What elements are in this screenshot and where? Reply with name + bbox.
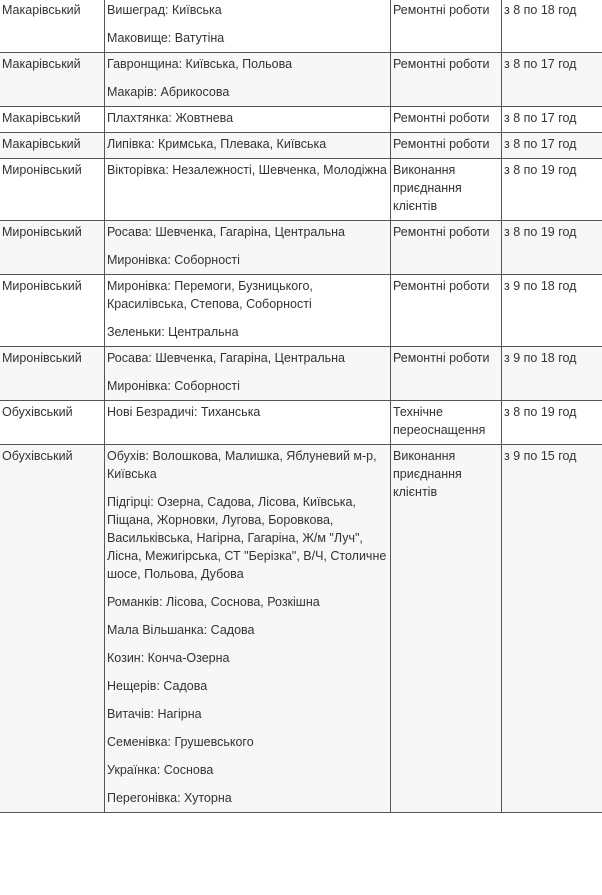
table-row [0, 347, 602, 401]
streets-cell [105, 401, 391, 445]
street-entry: Маковище: Ватутіна [107, 31, 225, 45]
district-cell: Макарівський [0, 133, 105, 159]
street-entry: Вікторівка: Незалежності, Шевченка, Молодіжна [107, 163, 387, 177]
street-entry: Нещерів: Садова [107, 679, 208, 693]
street-entry: Підгірці: Озерна, Садова, Лісова, Київська, Піщана, Жорновки, Лугова, Боровкова, Васильківська, Нагірна, Гагаріна, Ж/м "Луч", Лісна, Межигірська, СТ "Берізка", В/Ч, Столичне шосе, Польова, Дубова [107, 495, 387, 581]
table-row [0, 221, 602, 275]
street-entry: Вишеград: Київська [107, 3, 222, 17]
table-row [0, 107, 602, 133]
work-type-cell: Ремонтні роботи [391, 53, 502, 107]
work-type-cell: Ремонтні роботи [391, 275, 502, 347]
street-entry: Миронівка: Соборності [107, 253, 240, 267]
street-entry: Миронівка: Соборності [107, 379, 240, 393]
work-type-cell: Виконання приєднання клієнтів [391, 159, 502, 221]
district-cell: Миронівський [0, 221, 105, 275]
work-type-cell: Ремонтні роботи [391, 221, 502, 275]
work-type-cell: Технічне переоснащення [391, 401, 502, 445]
work-type-cell: Ремонтні роботи [391, 0, 502, 53]
time-cell: з 9 по 18 год [502, 275, 602, 347]
street-entry: Семенівка: Грушевського [107, 735, 254, 749]
time-cell: з 8 по 18 год [502, 0, 602, 53]
district-cell: Обухівський [0, 401, 105, 445]
streets-cell [105, 347, 391, 401]
district-cell: Обухівський [0, 445, 105, 813]
streets-cell [105, 133, 391, 159]
time-cell: з 9 по 15 год [502, 445, 602, 813]
district-cell: Макарівський [0, 0, 105, 53]
street-entry: Українка: Соснова [107, 763, 214, 777]
streets-cell [105, 445, 391, 813]
table-row [0, 53, 602, 107]
streets-cell [105, 275, 391, 347]
time-cell: з 8 по 17 год [502, 107, 602, 133]
street-entry: Мала Вільшанка: Садова [107, 623, 255, 637]
table-row [0, 445, 602, 813]
street-entry: Плахтянка: Жовтнева [107, 111, 234, 125]
street-entry: Липівка: Кримська, Плевака, Київська [107, 137, 327, 151]
streets-cell [105, 53, 391, 107]
streets-cell [105, 221, 391, 275]
streets-cell [105, 107, 391, 133]
table-row [0, 275, 602, 347]
street-entry: Макарів: Абрикосова [107, 85, 230, 99]
district-cell: Миронівський [0, 159, 105, 221]
table-row [0, 0, 602, 53]
street-entry: Росава: Шевченка, Гагаріна, Центральна [107, 351, 346, 365]
work-type-cell: Ремонтні роботи [391, 347, 502, 401]
street-entry: Обухів: Волошкова, Малишка, Яблуневий м-р, Київська [107, 449, 377, 481]
street-entry: Витачів: Нагірна [107, 707, 202, 721]
table-row [0, 159, 602, 221]
street-entry: Зеленьки: Центральна [107, 325, 239, 339]
street-entry: Миронівка: Перемоги, Бузницького, Красилівська, Степова, Соборності [107, 279, 313, 311]
street-entry: Росава: Шевченка, Гагаріна, Центральна [107, 225, 346, 239]
district-cell: Макарівський [0, 53, 105, 107]
district-cell: Миронівський [0, 275, 105, 347]
time-cell: з 8 по 19 год [502, 221, 602, 275]
table-row [0, 401, 602, 445]
street-entry: Гавронщина: Київська, Польова [107, 57, 293, 71]
street-entry: Козин: Конча-Озерна [107, 651, 230, 665]
table-row [0, 133, 602, 159]
district-cell: Макарівський [0, 107, 105, 133]
streets-cell [105, 159, 391, 221]
street-entry: Нові Безрадичі: Тиханська [107, 405, 261, 419]
streets-cell [105, 0, 391, 53]
time-cell: з 8 по 19 год [502, 159, 602, 221]
time-cell: з 9 по 18 год [502, 347, 602, 401]
street-entry: Романків: Лісова, Соснова, Розкішна [107, 595, 320, 609]
work-type-cell: Виконання приєднання клієнтів [391, 445, 502, 813]
time-cell: з 8 по 19 год [502, 401, 602, 445]
work-type-cell: Ремонтні роботи [391, 133, 502, 159]
district-cell: Миронівський [0, 347, 105, 401]
time-cell: з 8 по 17 год [502, 133, 602, 159]
time-cell: з 8 по 17 год [502, 53, 602, 107]
work-type-cell: Ремонтні роботи [391, 107, 502, 133]
street-entry: Перегонівка: Хуторна [107, 791, 232, 805]
